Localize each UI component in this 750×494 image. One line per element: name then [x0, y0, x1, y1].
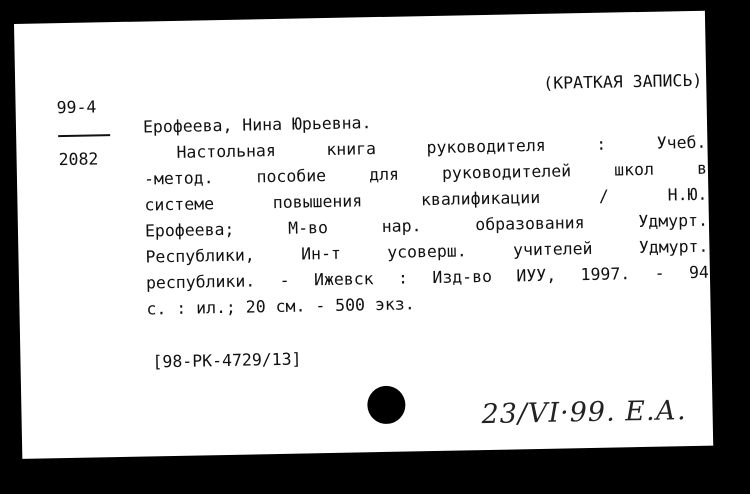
description-line: Республики, Ин-т усоверш. учителей Удмурт.	[145, 236, 709, 267]
shelfmark-top: 99-4	[56, 97, 97, 118]
record-type-label: (КРАТКАЯ ЗАПИСЬ)	[543, 70, 703, 93]
description-line: с. : ил.; 20 см. - 500 экз.	[146, 294, 415, 319]
description-line: -метод. пособие для руководителей школ в	[143, 158, 708, 189]
description-line: республики. - Ижевск : Изд-во ИУУ, 1997. - 94	[145, 262, 710, 293]
description-line: системе повышения квалификации / Н.Ю.	[144, 184, 708, 215]
description-line: Ерофеева; М-во нар. образования Удмурт.	[144, 210, 709, 241]
shelfmark-bottom: 2082	[58, 149, 99, 170]
catalog-card	[14, 11, 713, 459]
catalog-number: [98-РК-4729/13]	[152, 349, 302, 372]
author-heading: Ерофеева, Нина Юрьевна.	[142, 113, 372, 137]
description-line: Настольная книга руководителя : Учеб.	[176, 132, 707, 162]
shelfmark-divider	[58, 134, 110, 137]
punch-hole	[367, 386, 406, 425]
handwritten-note: 23/VI·99. Е.А.	[481, 395, 687, 431]
